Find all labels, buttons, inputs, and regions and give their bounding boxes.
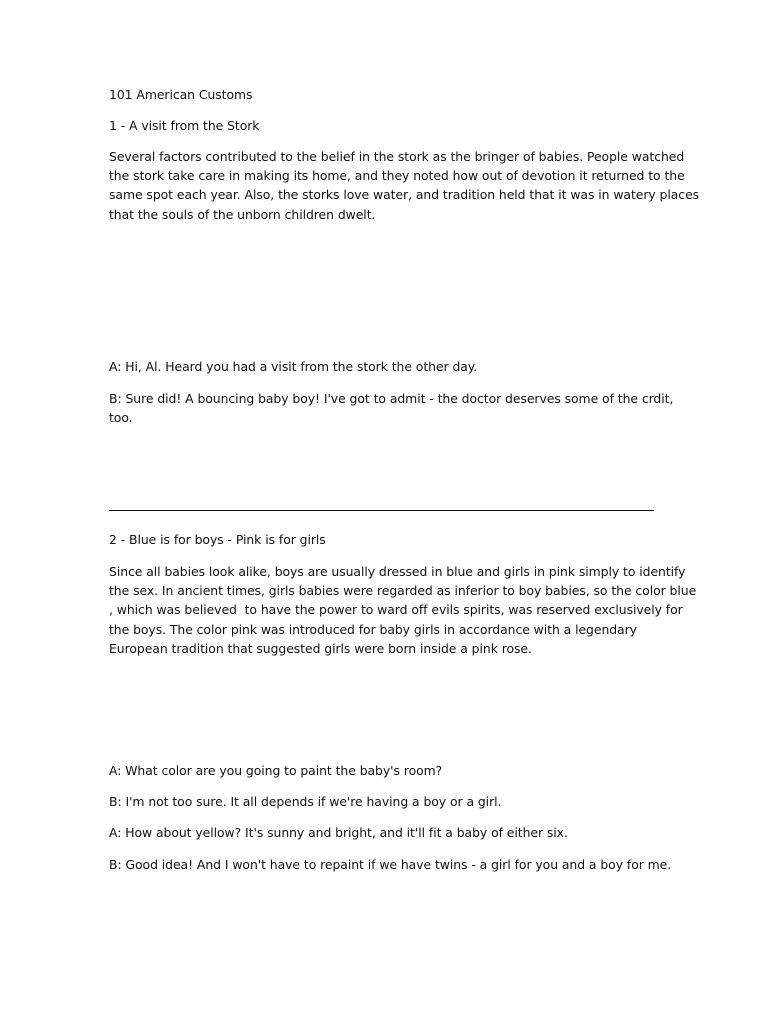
section-2-dialogue-4: B: Good idea! And I won't have to repaint if we have twins - a girl for you and a boy for me.: [109, 857, 672, 872]
section-2-dialogue-2: B: I'm not too sure. It all depends if we're having a boy or a girl.: [109, 794, 502, 809]
section-1-body: [109, 147, 700, 224]
dialogue-line: too.: [109, 410, 133, 426]
body-line: the stork take care in making its home, and they noted how out of devotion it returned to the: [109, 168, 685, 184]
section-2-heading: 2 - Blue is for boys - Pink is for girls: [109, 532, 326, 547]
body-line: same spot each year. Also, the storks love water, and tradition held that it was in watery places: [109, 187, 700, 203]
section-divider: [109, 510, 654, 511]
section-2-dialogue-3: A: How about yellow? It's sunny and bright, and it'll fit a baby of either six.: [109, 825, 568, 840]
section-1-dialogue-a: A: Hi, Al. Heard you had a visit from the stork the other day.: [109, 359, 478, 374]
dialogue-line: B: Sure did! A bouncing baby boy! I've got to admit - the doctor deserves some of the crdit,: [109, 391, 674, 406]
section-1-dialogue-b: [109, 389, 674, 427]
body-line: the sex. In ancient times, girls babies were regarded as inferior to boy babies, so the color blue: [109, 583, 697, 599]
section-2-dialogue-1: A: What color are you going to paint the baby's room?: [109, 763, 443, 778]
body-line: Since all babies look alike, boys are usually dressed in blue and girls in pink simply to identify: [109, 564, 686, 579]
body-line: Several factors contributed to the belief in the stork as the bringer of babies. People watched: [109, 149, 685, 164]
section-1-heading: 1 - A visit from the Stork: [109, 118, 260, 133]
section-2-body: [109, 562, 697, 658]
body-line: European tradition that suggested girls were born inside a pink rose.: [109, 640, 532, 656]
body-line: that the souls of the unborn children dwelt.: [109, 206, 376, 222]
document-title: 101 American Customs: [109, 87, 253, 102]
body-line: the boys. The color pink was introduced for baby girls in accordance with a legendary: [109, 621, 637, 637]
body-line: , which was believed to have the power to ward off evils spirits, was reserved exclusively for: [109, 602, 683, 618]
